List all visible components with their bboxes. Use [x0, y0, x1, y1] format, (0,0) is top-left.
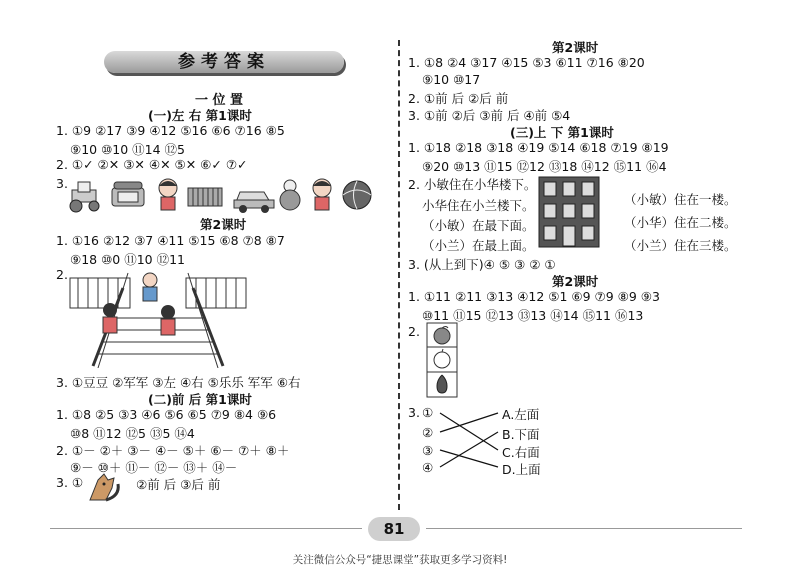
toy-figure-icon — [280, 180, 300, 210]
answer-line: 1. ①8 ②4 ③17 ④15 ⑤3 ⑥11 ⑦16 ⑧20 — [408, 55, 645, 70]
answer-line: 小华住在小兰楼下。 — [422, 198, 535, 213]
match-left-2: ② — [422, 425, 434, 440]
girl-figure-right — [161, 305, 175, 335]
bottom-rule-left — [50, 528, 362, 529]
answer-line: 3. ① — [56, 475, 84, 490]
match-right-b: B.下面 — [502, 427, 540, 442]
section-heading: 第2课时 — [200, 217, 247, 232]
answer-line: 1. ①8 ②5 ③3 ④6 ⑤6 ⑥5 ⑦9 ⑧4 ⑨6 — [56, 407, 277, 422]
column-divider — [398, 40, 400, 510]
keyboard-icon — [188, 188, 222, 206]
answer-line: ⑨10 ⑩17 — [422, 72, 481, 87]
answer-line: （小兰）在最上面。 — [422, 238, 535, 253]
answer-line: （小兰）住在三楼。 — [624, 238, 737, 253]
footer-note: 关注微信公众号“捷思课堂”获取更多学习资料! — [292, 554, 508, 566]
telephone-icon — [112, 182, 144, 206]
fox-icon — [84, 470, 124, 506]
ball-icon — [343, 181, 371, 209]
answer-line: 2. 小敏住在小华楼下。 — [408, 177, 537, 192]
objects-row-illustration — [68, 178, 378, 214]
answer-line: ⑩11 ⑪15 ⑫13 ⑬13 ⑭14 ⑮11 ⑯13 — [422, 308, 644, 323]
answer-line: 2. — [408, 324, 420, 339]
bottom-rule-right — [426, 528, 742, 529]
answer-line: 1. ①11 ②11 ③13 ④12 ⑤1 ⑥9 ⑦9 ⑧9 ⑨3 — [408, 289, 660, 304]
answer-line: 3. ①前 ②后 ③前 后 ④前 ⑤4 — [408, 108, 571, 123]
answer-line: （小敏）在最下面。 — [422, 218, 535, 233]
answer-line: 1. ①18 ②18 ③18 ④19 ⑤14 ⑥18 ⑦19 ⑧19 — [408, 140, 669, 155]
answer-line: （小华）住在二楼。 — [624, 215, 737, 230]
staircase-illustration — [68, 268, 248, 368]
answer-line: （小敏）住在一楼。 — [624, 192, 737, 207]
answer-line: 2. ①－ ②＋ ③－ ④－ ⑤＋ ⑥－ ⑦＋ ⑧＋ — [56, 443, 290, 458]
answer-line: ⑨－ ⑩＋ ⑪－ ⑫－ ⑬＋ ⑭－ — [70, 460, 238, 475]
section-heading: (一)左 右 第1课时 — [148, 108, 252, 123]
match-right-d: D.上面 — [502, 462, 541, 477]
answer-line: ⑨18 ⑩0 ⑪10 ⑫11 — [70, 252, 186, 267]
page-number: 81 — [368, 517, 420, 541]
tractor-icon — [70, 182, 99, 212]
answer-title: 参考答案 — [104, 51, 344, 73]
fruit-column-illustration — [426, 322, 458, 398]
section-heading: (二)前 后 第1课时 — [148, 392, 252, 407]
girl-figure-left — [103, 303, 117, 333]
match-left-1: ① — [422, 405, 434, 420]
answer-line: 1. ①9 ②17 ③9 ④12 ⑤16 ⑥6 ⑦16 ⑧5 — [56, 123, 285, 138]
answer-line: ⑩8 ⑪12 ⑫5 ⑬5 ⑭4 — [70, 426, 195, 441]
girl-icon-2 — [313, 179, 331, 210]
answer-line: ②前 后 ③后 前 — [136, 477, 221, 492]
match-right-a: A.左面 — [502, 407, 540, 422]
answer-line: 3. (从上到下)④ ⑤ ③ ② ① — [408, 257, 556, 272]
answer-line: ⑨10 ⑩10 ⑪14 ⑫5 — [70, 142, 186, 157]
match-left-3: ③ — [422, 443, 434, 458]
section-heading: 第2课时 — [552, 274, 599, 289]
answer-line: 3. — [408, 405, 420, 420]
answer-line: 2. ①✓ ②✕ ③✕ ④✕ ⑤✕ ⑥✓ ⑦✓ — [56, 157, 248, 172]
match-right-c: C.右面 — [502, 445, 540, 460]
answer-line: 3. — [56, 176, 68, 191]
girl-icon — [159, 179, 177, 210]
boy-figure — [143, 273, 157, 301]
building-illustration — [538, 176, 600, 248]
unit-title: 一 位 置 — [195, 93, 244, 108]
answer-line: 3. ①豆豆 ②军军 ③左 ④右 ⑤乐乐 军军 ⑥右 — [56, 375, 301, 390]
matching-lines — [436, 405, 502, 475]
answer-line: 1. ①16 ②12 ③7 ④11 ⑤15 ⑥8 ⑦8 ⑧7 — [56, 233, 285, 248]
answer-line: ⑨20 ⑩13 ⑪15 ⑫12 ⑬18 ⑭12 ⑮11 ⑯4 — [422, 159, 667, 174]
match-left-4: ④ — [422, 460, 434, 475]
section-heading: 第2课时 — [552, 40, 599, 55]
car-icon — [234, 192, 274, 213]
answer-line: 2. ①前 后 ②后 前 — [408, 91, 509, 106]
section-heading: (三)上 下 第1课时 — [510, 125, 614, 140]
answer-line: 2. — [56, 267, 68, 282]
